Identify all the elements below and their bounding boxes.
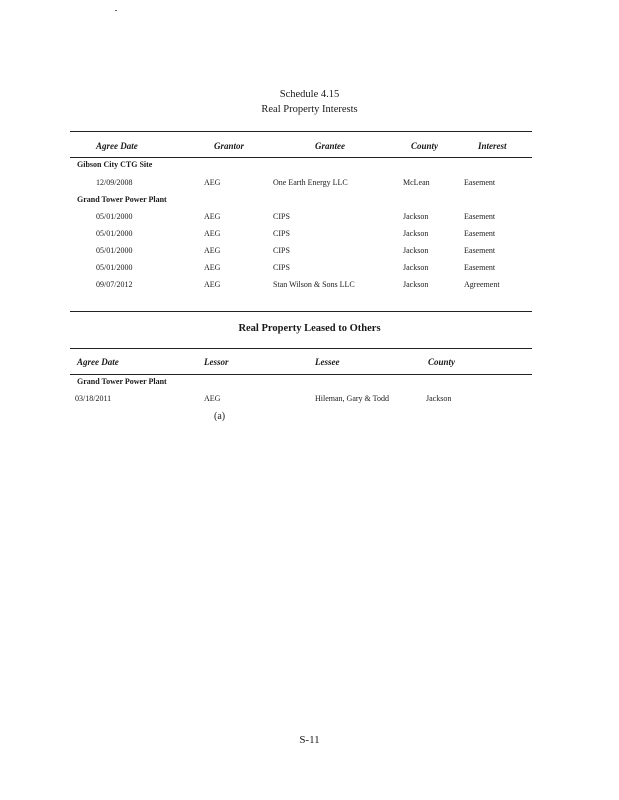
row-1-date: 12/09/2008: [96, 178, 133, 187]
leased-row-lessor: AEG: [204, 394, 221, 403]
header-interest: Interest: [478, 141, 507, 151]
header-grantor: Grantor: [214, 141, 245, 151]
table-top-rule: [70, 131, 532, 132]
row-5-grantee: CIPS: [273, 263, 290, 272]
row-3-interest: Easement: [464, 229, 496, 238]
row-3-county: Jackson: [403, 229, 429, 238]
row-2-grantee: CIPS: [273, 212, 290, 221]
row-5-grantor: AEG: [204, 263, 221, 272]
table-bottom-rule: [70, 311, 532, 312]
row-1-county: McLean: [403, 178, 430, 187]
row-2-interest: Easement: [464, 212, 496, 221]
row-6-grantor: AEG: [204, 280, 221, 289]
row-4-interest: Easement: [464, 246, 496, 255]
row-5-date: 05/01/2000: [96, 263, 133, 272]
row-2-county: Jackson: [403, 212, 429, 221]
schedule-subtitle: Real Property Interests: [261, 104, 358, 115]
row-1-interest: Easement: [464, 178, 496, 187]
leased-row-county: Jackson: [426, 394, 452, 403]
row-6-county: Jackson: [403, 280, 429, 289]
row-3-grantee: CIPS: [273, 229, 290, 238]
row-6-date: 09/07/2012: [96, 280, 133, 289]
row-1-grantor: AEG: [204, 178, 221, 187]
leased-header-lessee: Lessee: [315, 357, 340, 367]
row-1-grantee: One Earth Energy LLC: [273, 178, 348, 187]
leased-header-rule: [70, 374, 532, 375]
leased-title: Real Property Leased to Others: [238, 323, 381, 334]
page-number: S-11: [299, 734, 320, 746]
leased-top-rule: [70, 348, 532, 349]
schedule-title: Schedule 4.15: [279, 89, 340, 100]
row-4-grantor: AEG: [204, 246, 221, 255]
section-gibson-city: Gibson City CTG Site: [77, 160, 153, 169]
header-bottom-rule: [70, 157, 532, 158]
row-5-county: Jackson: [403, 263, 429, 272]
row-2-date: 05/01/2000: [96, 212, 133, 221]
row-6-grantee: Stan Wilson & Sons LLC: [273, 280, 355, 289]
leased-header-agree-date: Agree Date: [77, 357, 119, 367]
header-grantee: Grantee: [315, 141, 345, 151]
row-3-grantor: AEG: [204, 229, 221, 238]
scan-speck: [115, 10, 117, 11]
header-county: County: [411, 141, 439, 151]
leased-header-county: County: [428, 357, 456, 367]
header-agree-date: Agree Date: [96, 141, 138, 151]
leased-section-grand-tower: Grand Tower Power Plant: [77, 377, 167, 386]
row-6-interest: Agreement: [464, 280, 500, 289]
row-4-date: 05/01/2000: [96, 246, 133, 255]
row-3-date: 05/01/2000: [96, 229, 133, 238]
leased-note: (a): [214, 411, 226, 422]
row-5-interest: Easement: [464, 263, 496, 272]
leased-row-date: 03/18/2011: [75, 394, 112, 403]
row-4-grantee: CIPS: [273, 246, 290, 255]
leased-row-lessee: Hileman, Gary & Todd: [315, 394, 389, 403]
row-4-county: Jackson: [403, 246, 429, 255]
section-grand-tower: Grand Tower Power Plant: [77, 195, 167, 204]
leased-header-lessor: Lessor: [204, 357, 229, 367]
row-2-grantor: AEG: [204, 212, 221, 221]
